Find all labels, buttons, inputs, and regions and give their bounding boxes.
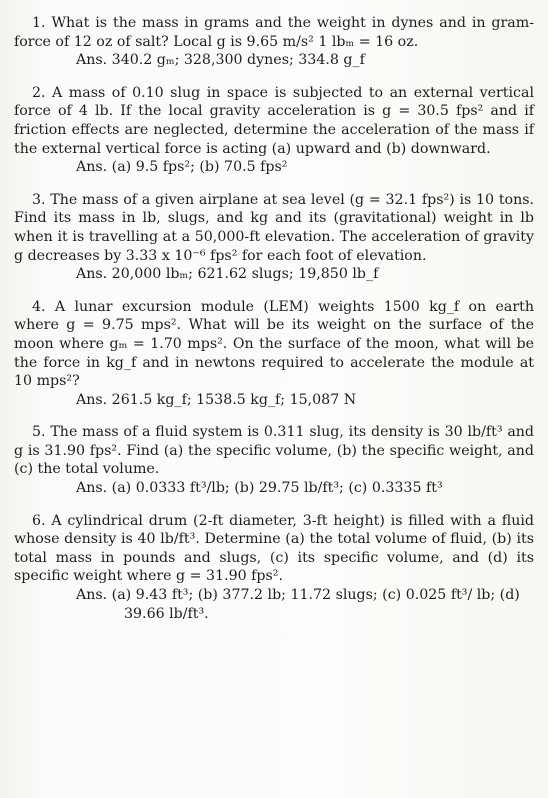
problem-text: 4. A lunar excursion module (LEM) weights 1500 kg_f on earth where g = 9.75 mps². What will be its weight on the surface of the moon where gₘ = 1.70 mps². On the surface of the moon, what will be the force in kg_f and in newtons required to accelerate the module at 10 mps²? xyxy=(14,298,534,390)
problem-1 xyxy=(14,14,534,70)
problem-text: 5. The mass of a fluid system is 0.311 slug, its density is 30 lb/ft³ and g is 31.90 fps². Find (a) the specific volume, (b) the specific weight, and (c) the total volume. xyxy=(14,424,534,478)
answer: Ans. 261.5 kg_f; 1538.5 kg_f; 15,087 N xyxy=(76,391,357,408)
problem-text: 3. The mass of a given airplane at sea level (g = 32.1 fps²) is 10 tons. Find its mass in lb, slugs, and kg and its (gravitational) weight in lb when it is travelling at a 50,000-ft elevation. The acceleration of gravity g decreases by 3.33 x 10⁻⁶ fps² for each foot of elevation. xyxy=(14,191,534,264)
problem-text: 2. A mass of 0.10 slug in space is subjected to an external vertical force of 4 lb. If the local gravity acceleration is g = 30.5 fps² and if friction effects are neglected, determine the acceleration of the mass if the external vertical force is acting (a) upward and (b) downward. xyxy=(14,84,534,157)
problem-6 xyxy=(14,512,534,624)
answer: Ans. 20,000 lbₘ; 621.62 slugs; 19,850 lb_f xyxy=(76,266,379,283)
answer: Ans. (a) 9.5 fps²; (b) 70.5 fps² xyxy=(76,159,288,176)
problem-text: 1. What is the mass in grams and the weight in dynes and in gram-force of 12 oz of salt? Local g is 9.65 m/s² 1 lbₘ = 16 oz. xyxy=(14,15,534,50)
problem-3 xyxy=(14,191,534,284)
answer: Ans. (a) 0.0333 ft³/lb; (b) 29.75 lb/ft³; (c) 0.3335 ft³ xyxy=(76,480,443,497)
answer: Ans. (a) 9.43 ft³; (b) 377.2 lb; 11.72 slugs; (c) 0.025 ft³/ lb; (d) 39.66 lb/ft³. xyxy=(76,587,520,622)
problem-5 xyxy=(14,423,534,497)
problem-4 xyxy=(14,298,534,410)
answer: Ans. 340.2 gₘ; 328,300 dynes; 334.8 g_f xyxy=(76,52,365,69)
problem-text: 6. A cylindrical drum (2-ft diameter, 3-ft height) is filled with a fluid whose density is 40 lb/ft³. Determine (a) the total volume of fluid, (b) its total mass in pounds and slugs, (c) its specific volume, and (d) its specific weight where g = 31.90 fps². xyxy=(14,512,534,585)
problem-2 xyxy=(14,84,534,177)
